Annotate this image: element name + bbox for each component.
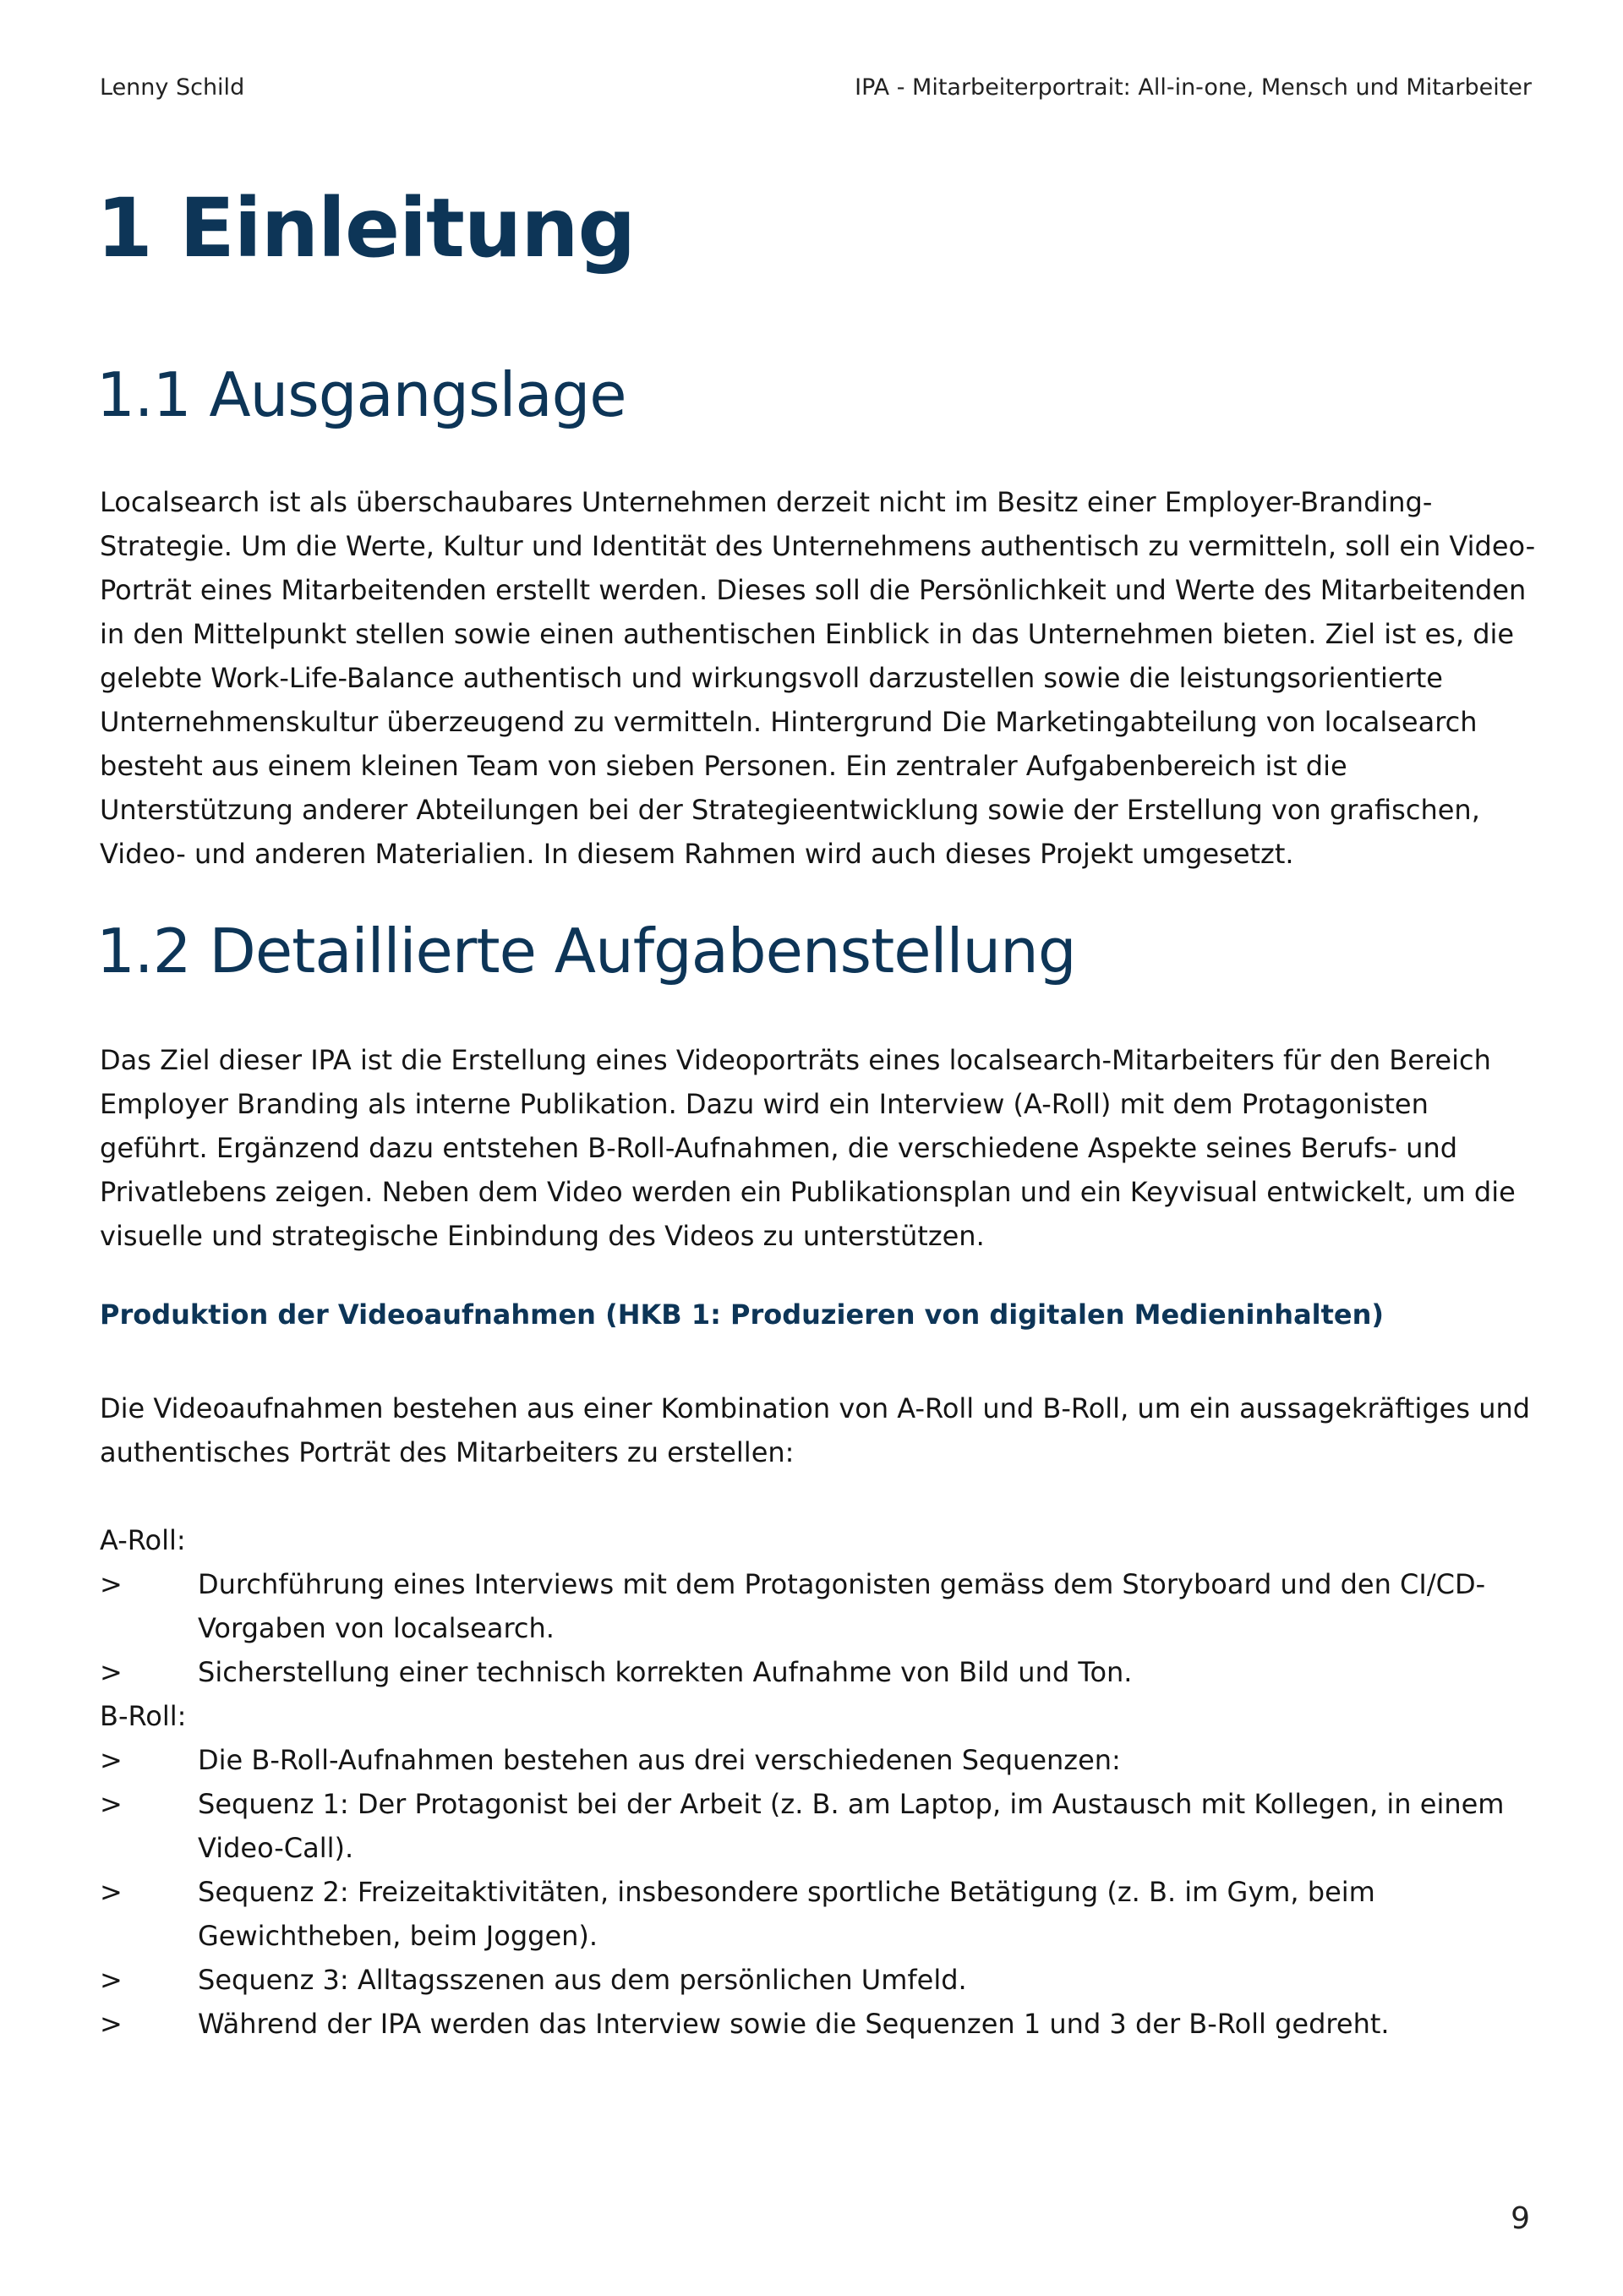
bullet-marker: > — [100, 2008, 123, 2040]
bullet-marker: > — [100, 1788, 123, 1820]
list-item — [100, 1650, 1537, 1694]
list-item-text: Sicherstellung einer technisch korrekten Aufnahme von Bild und Ton. — [198, 1656, 1133, 1688]
section-heading-aufgabenstellung: 1.2 Detaillierte Aufgabenstellung — [96, 916, 1076, 987]
chapter-heading: 1 Einleitung — [96, 181, 636, 276]
list-item — [100, 1738, 1537, 1782]
list-item — [100, 1782, 1537, 1870]
list-item-text: Sequenz 2: Freizeitaktivitäten, insbesondere sportliche Betätigung (z. B. im Gym, beim Gewichtheben, beim Joggen). — [198, 1876, 1375, 1952]
section-body-aufgabenstellung: Das Ziel dieser IPA ist die Erstellung eines Videoporträts eines localsearch-Mitarbeiters für den Bereich Employer Branding als interne Publikation. Dazu wird ein Interview (A-Roll) mit dem Protagonisten geführt. Ergänzend dazu entstehen B-Roll-Aufnahmen, die verschiedene Aspekte seines Berufs- und Privatlebens zeigen. Neben dem Video werden ein Publikationsplan und ein Keyvisual entwickelt, um die visuelle und strategische Einbindung des Videos zu unterstützen. — [100, 1044, 1516, 1252]
page-number: 9 — [1511, 2201, 1530, 2236]
list-item-text: Sequenz 3: Alltagsszenen aus dem persönlichen Umfeld. — [198, 1964, 967, 1996]
list-item-text: Durchführung eines Interviews mit dem Protagonisten gemäss dem Storyboard und den CI/CD-Vorgaben von localsearch. — [198, 1568, 1486, 1644]
subsection-intro: Die Videoaufnahmen bestehen aus einer Kombination von A-Roll und B-Roll, um ein aussagekräftiges und authentisches Porträt des Mitarbeiters zu erstellen: — [100, 1392, 1531, 1468]
list-item-text: Sequenz 1: Der Protagonist bei der Arbeit (z. B. am Laptop, im Austausch mit Kollegen, in einem Video-Call). — [198, 1788, 1505, 1864]
bullet-marker: > — [100, 1964, 123, 1996]
list-item — [100, 1958, 1537, 2002]
section-body-ausgangslage: Localsearch ist als überschaubares Unternehmen derzeit nicht im Besitz einer Employer-Branding-Strategie. Um die Werte, Kultur und Identität des Unternehmens authentisch zu vermitteln, soll ein Video-Porträt eines Mitarbeitenden erstellt werden. Dieses soll die Persönlichkeit und Werte des Mitarbeitenden in den Mittelpunkt stellen sowie einen authentischen Einblick in das Unternehmen bieten. Ziel ist es, die gelebte Work-Life-Balance authentisch und wirkungsvoll darzustellen sowie die leistungsorientierte Unternehmenskultur überzeugend zu vermitteln. Hintergrund Die Marketingabteilung von localsearch besteht aus einem kleinen Team von sieben Personen. Ein zentraler Aufgabenbereich ist die Unterstützung anderer Abteilungen bei der Strategieentwicklung sowie der Erstellung von grafischen, Video- und anderen Materialien. In diesem Rahmen wird auch dieses Projekt umgesetzt. — [100, 486, 1536, 870]
list-item-text: Während der IPA werden das Interview sowie die Sequenzen 1 und 3 der B-Roll gedreht. — [198, 2008, 1390, 2040]
roll-list — [100, 1518, 1537, 2046]
header-author: Lenny Schild — [100, 74, 245, 101]
list-item — [100, 2002, 1537, 2046]
b-roll-label: B-Roll: — [100, 1700, 187, 1732]
bullet-marker: > — [100, 1876, 123, 1908]
list-item — [100, 1870, 1537, 1958]
bullet-marker: > — [100, 1568, 123, 1600]
a-roll-label: A-Roll: — [100, 1524, 186, 1556]
header-document-title: IPA - Mitarbeiterportrait: All-in-one, Mensch und Mitarbeiter — [855, 74, 1532, 101]
list-item — [100, 1562, 1537, 1650]
bullet-marker: > — [100, 1656, 123, 1688]
bullet-marker: > — [100, 1744, 123, 1776]
list-item-text: Die B-Roll-Aufnahmen bestehen aus drei verschiedenen Sequenzen: — [198, 1744, 1121, 1776]
subsection-heading-produktion: Produktion der Videoaufnahmen (HKB 1: Produzieren von digitalen Medieninhalten) — [100, 1298, 1385, 1331]
section-heading-ausgangslage: 1.1 Ausgangslage — [96, 359, 626, 430]
